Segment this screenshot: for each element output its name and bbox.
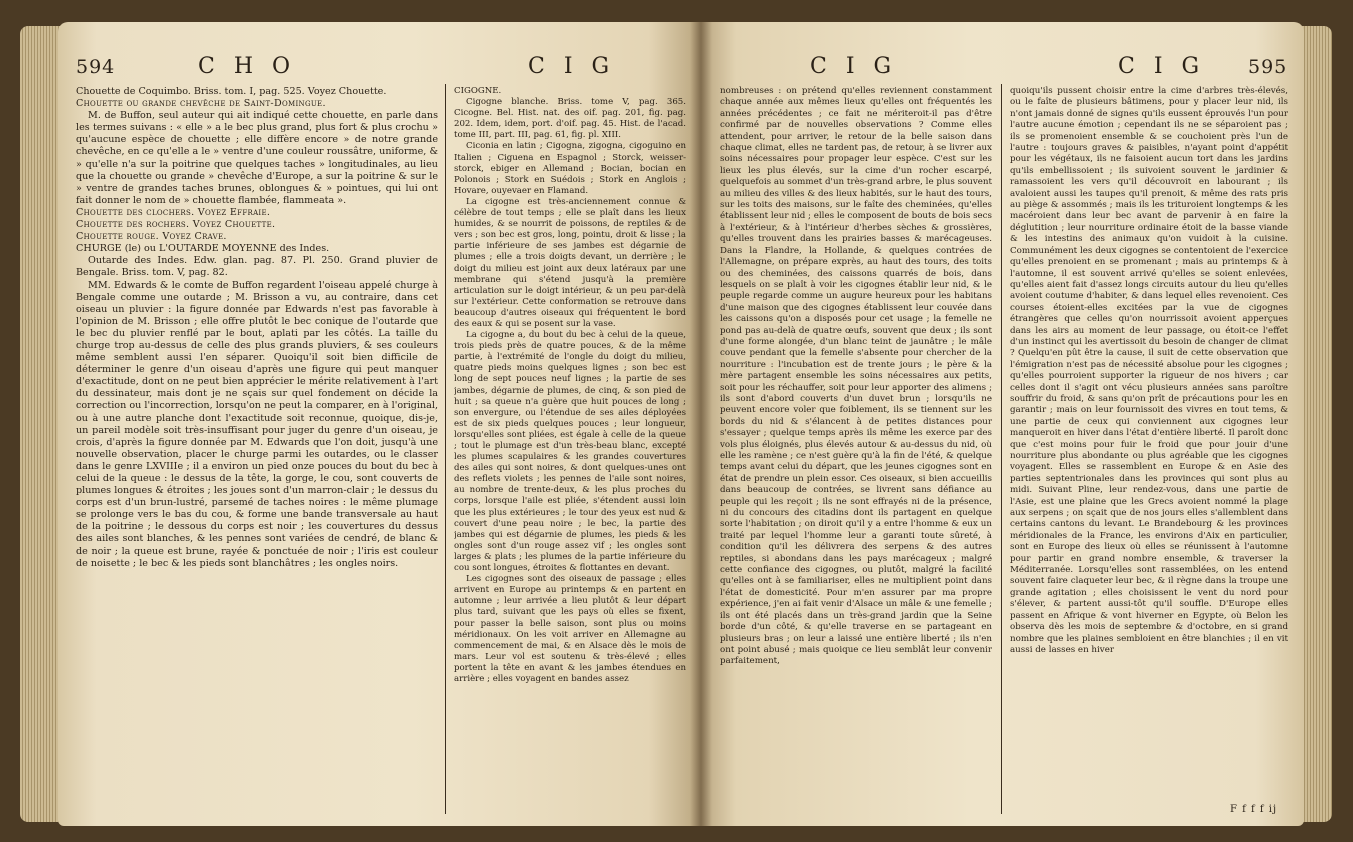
paragraph: nombreuses : on prétend qu'elles reviennent constamment chaque année aux mêmes lieux qu'elles ont fréquentés les années précédentes ; ce fait ne mériteroit-il pas d'être confirmé par de nouvelles observations ? Comme elles attendent, pour arriver, le retour de la belle saison dans chaque climat, elles ne tardent pas, de retour, à se livrer aux soins nécessaires pour propager leur espèce. C'est sur les lieux les plus élevés, sur la cime d'un rocher escarpé, quelquefois au sommet d'un très-grand arbre, le plus souvent au milieu des villes & des lieux habités, sur le haut des tours, sur les toits des maisons, sur le faîte des cheminées, qu'elles établissent leur nid ; elles le composent de bouts de bois secs à l'extérieur, & à l'intérieur d'herbes sèches & grossières, qu'elles trouvent dans les prairies basses & marécageuses. Dans la Flandre, la Hollande, & quelques contrées de l'Allemagne, on prépare exprès, au haut des tours, des toits ou des cheminées, des caissons quarrés de bois, dans lesquels on se plaît à voir les cigognes établir leur nid, & le peuple regarde comme un augure heureux pour les habitans d'une maison que des cigognes établissent leur couvée dans les caissons qu'on a disposés pour cet usage ; la femelle ne pond pas au-delà de quatre œufs, souvent que deux ; ils sont d'une forme alongée, d'un blanc teint de jaunâtre ; le mâle couve pendant que la femelle s'absente pour chercher de la nourriture : l'incubation est de trente jours ; le père & la mère partagent ensemble les soins nécessaires aux petits, soit pour les réchauffer, soit pour leur apporter des alimens ; ils sont d'abord couverts d'un duvet brun ; lorsqu'ils ne peuvent encore voler que foiblement, ils se tiennent sur les bords du nid & s'élancent à de petites distances pour s'essayer ; quelque temps après ils même les exerce par des vols plus éloignés, plus élevés autour & au-dessus du nid, où elle les ramène ; ce n'est guère qu'à la fin de l'été, & quelque temps avant celui du départ, que les jeunes cigognes sont en état de prendre un plein essor. Ces oiseaux, si bien accueillis dans beaucoup de contrées, se livrent sans défiance au peuple qui les reçoit ; ils ne sont effrayés ni de la présence, ni du concours des citadins dont ils partagent en quelque sorte l'habitation ; on diroit qu'il y a entre l'homme & eux un traité par lequel l'homme leur a garanti toute sûreté, à condition qu'il les délivrera des serpens & des autres reptiles, si abondans dans les pays marécageux ; malgré cette confiance des cigognes, ou plutôt, malgré la facilité qu'elles ont à se familiariser, elles ne multiplient point dans l'état de domesticité. Pour m'en assurer par ma propre expérience, j'en ai fait venir d'Alsace un mâle & une femelle ; ils ont été placés dans un très-grand jardin que la Seine borde d'un côté, & qu'elle traverse en se partageant en plusieurs bras ; on leur a laissé une entière liberté ; ils n'en ont point abusé ; mais quoique ce lieu semblât leur convenir parfaitement, [720, 86, 992, 667]
text-column [76, 86, 438, 816]
entry-heading: Chouette rouge. Voyez Crave. [76, 231, 227, 243]
page-number: 594 [76, 56, 116, 78]
text-column [454, 86, 686, 816]
synonyms: Outarde des Indes. Edw. glan. pag. 87. Pl. 250. Grand pluvier de Bengale. Briss. tom. V, pag. 82. [76, 255, 438, 279]
right-page-header [700, 54, 1304, 88]
paragraph: La cigogne est très-anciennement connue & célèbre de tout temps ; elle se plaît dans les lieux humides, & se nourrit de poissons, de reptiles & de vers ; son bec est gros, long, pointu, droit & lisse ; la partie inférieure de ses jambes est dégarnie de plumes ; elle a trois doigts devant, un derrière ; le doigt du milieu est joint aux deux latéraux par une membrane qui s'étend jusqu'à la première articulation sur le doigt intérieur, & un peu par-delà sur l'extérieur. Cette conformation se retrouve dans beaucoup d'autres oiseaux qui fréquentent le bord des eaux & qui se posent sur la vase. [454, 196, 686, 329]
text-column [720, 86, 992, 816]
text-column [1010, 86, 1288, 802]
book-gutter [690, 22, 712, 826]
column-rule [445, 84, 446, 814]
entry-heading: Chouette ou grande chevêche de Saint-Domingue. [76, 98, 326, 110]
paragraph: MM. Edwards & le comte de Buffon regardent l'oiseau appelé churge à Bengale comme une outarde ; M. Brisson a vu, au contraire, dans cet oiseau un pluvier : la figure donnée par Edwards n'est pas favorable à l'opinion de M. Brisson ; elle offre plutôt le bec conique de l'outarde que le bec du pluvier renflé par le bout, aplati par les côtés. La taille du churge trop au-dessus de celle des plus grands pluviers, & ses couleurs même semblent aussi l'en séparer. Quoiqu'il soit bien difficile de déterminer le genre d'un oiseau d'après une figure qui peut manquer d'exactitude, dont on ne peut bien apprécier le mérite relativement à l'art du dessinateur, mais dont je ne sçais sur quel fondement on décide la correction ou l'incorrection, lorsqu'on ne peut la comparer, en à l'original, ou à une autre planche dont l'exactitude soit reconnue, quoique, dis-je, un pareil modèle soit très-insuffisant pour juger du genre d'un oiseau, je crois, d'après la figure donnée par M. Edwards que l'on doit, jusqu'à une nouvelle observation, placer le churge parmi les outardes, ou le classer dans le genre LXVIIIe ; il a environ un pied onze pouces du bout du bec à celui de la queue : le dessus de la tête, la gorge, le cou, sont couverts de plumes longues & étroites ; les joues sont d'un marron-clair ; le dessus du corps est d'un brun-lustré, parsemé de taches noires : le même plumage se prolonge vers le bas du cou, & forme une bande transversale au haut de la poitrine ; le dessous du corps est noir ; les couvertures du dessus des ailes sont blanches, & les pennes sont variées de cendré, de blanc & de noir ; la queue est brune, rayée & ponctuée de noir ; l'iris est couleur de noisette ; le bec & les pieds sont blanchâtres ; les ongles noirs. [76, 279, 438, 569]
synonyms: Cigogne blanche. Briss. tome V, pag. 365. Cicogne. Bel. Hist. nat. des oif. pag. 201, fig. pag. 202. Idem, idem, port. d'oif. pag. 45. Hist. de l'acad. tome III, part. III, pag. 61, fig. pl. XIII. [454, 97, 686, 141]
page-number: 595 [1248, 56, 1288, 78]
left-page [58, 22, 700, 826]
running-head: C I G [810, 54, 898, 79]
paragraph: Les cigognes sont des oiseaux de passage ; elles arrivent en Europe au printemps & en partent en automne ; leur arrivée a lieu plutôt & leur départ plus tard, suivant que les pays où elles se fixent, pour passer la belle saison, sont plus ou moins méridionaux. On les voit arriver en Allemagne au commencement de mai, & en Alsace dès le mois de mars. Leur vol est soutenu & très-élevé ; elles portent la tête en avant & les jambes étendues en arrière ; elles voyagent en bandes assez [454, 574, 686, 684]
paragraph: La cigogne a, du bout du bec à celui de la queue, trois pieds près de quatre pouces, & de la même partie, à l'extrémité de l'ongle du doigt du milieu, quatre pieds moins quelques lignes ; son bec est long de sept pouces neuf lignes ; la partie de ses jambes, dégarnie de plumes, de cinq, & son pied de huit ; sa queue n'a guère que huit pouces de long ; son envergure, ou l'étendue de ses ailes déployées est de six pieds quelques pouces ; leur longueur, lorsqu'elles sont pliées, est égale à celle de la queue ; tout le plumage est d'un très-beau blanc, excepté les plumes scapulaires & les grandes couvertures des ailes qui sont noires, & dont quelques-unes ont des reflets violets ; les pennes de l'aile sont noires, au nombre de trente-deux, & les plus proches du corps, lorsque l'aile est pliée, s'étendent aussi loin que les plus extérieures ; le tour des yeux est nud & couvert d'une peau noire ; le bec, la partie des jambes qui est dégarnie de plumes, les pieds & les ongles sont d'un rouge assez vif ; les ongles sont larges & plats ; les plumes de la partie inférieure du cou sont longues, étroites & flottantes en devant. [454, 330, 686, 574]
entry-heading: Chouette de Coquimbo. Briss. tom. I, pag. 525. Voyez Chouette. [76, 86, 387, 97]
left-page-header [58, 54, 700, 88]
right-page [700, 22, 1304, 826]
synonyms: Ciconia en latin ; Cigogna, zigogna, cigoguino en Italien ; Ciguena en Espagnol ; Storck, weisser-storck, ebiger en Allemand ; Bocian, bocian en Polonois ; Stork en Suédois ; Stork en Anglois ; Hovare, ouyevaer en Flamand. [454, 141, 686, 196]
paragraph: quoiqu'ils pussent choisir entre la cime d'arbres très-élevés, ou le faîte de plusieurs bâtimens, pour y placer leur nid, ils n'ont jamais donné de signes qu'ils eussent éprouvés l'un pour l'autre aucune émotion ; cependant ils ne se séparoient pas ; ils se promenoient ensemble & se couchoient près l'un de l'autre : toujours graves & paisibles, n'ayant point d'appétit pour les végétaux, ils ne faisoient aucun tort dans les jardins qu'ils embellissoient ; ils suivoient souvent le jardinier & ramassoient les vers qu'il découvroit en labourant ; ils avaloient aussi les taupes qu'il prenoit, & même des rats pris au piège & assommés ; mais ils les trituroient longtemps & les macéroient dans leur bec avant de parvenir à en faire la déglutition ; leur nourriture ordinaire étoit de la basse viande & les intestins des animaux qu'on vuidoit à la cuisine. Communément les deux cigognes se contentoient de l'exercice qu'elles prenoient en se promenant ; mais au printemps & à l'automne, il est souvent arrivé qu'elles se soient enlevées, qu'elles aient fait d'assez longs circuits autour du lieu qu'elles avoient coutume d'habiter, & dans lequel elles revenoient. Ces courses étoient-elles excitées par la vue de cigognes étrangères que celles qu'on nourrissoit avoient apperçues dans les airs au moment de leur passage, ou étoit-ce l'effet d'un instinct qui les avertissoit du besoin de changer de climat ? Quelqu'en pût être la cause, il suit de cette observation que l'émigration n'est pas de nécessité absolue pour les cigognes ; qu'elles pourroient supporter la rigueur de nos hivers ; car celles dont il s'agit ont vécu plusieurs années sans paroître souffrir du froid, & sans qu'on prît de précautions pour les en garantir ; mais on leur fournissoit des vivres en tout tems, & une partie de ceux qui conviennent aux cigognes leur manqueroit en hiver dans l'état d'entière liberté. Il paroît donc que c'est moins pour fuir le froid que pour jouir d'une nourriture plus abondante ou plus agréable que les cigognes voyagent. Elles se rassemblent en Europe & en Asie des parties septentrionales dans les provinces qui sont plus au midi. Suivant Pline, leur rendez-vous, dans une partie de l'Asie, est une plaine que les Grecs avoient nommé la plage aux serpens ; on sçait que de nos jours elles s'allemblent dans certains cantons du levant. Le Brandebourg & les provinces méridionales de la France, les environs d'Aix en particulier, sont en Europe des lieux où elles se réunissent à l'automne pour partir en grand nombre ensemble, & traverser la Méditerranée. Lorsqu'elles sont rassemblées, on les entend souvent faire claqueter leur bec, & il règne dans la troupe une grande agitation ; elles choisissent le vent du nord pour s'élever, & partent aussi-tôt qu'il souffle. D'Europe elles passent en Afrique & vont hiverner en Egypte, où Belon les observa dès les mois de septembre & d'octobre, en si grand nombre que les plaines sembloient en être blanchies ; il en vit aussi de lasses en hiver [1010, 86, 1288, 655]
entry-heading: CIGOGNE. [454, 86, 502, 96]
running-head: C I G [528, 54, 616, 79]
paragraph: M. de Buffon, seul auteur qui ait indiqué cette chouette, en parle dans les termes suivans : « elle » a le bec plus grand, plus fort & plus crochu » qu'aucune espèce de chouette ; elle diffère encore » de notre grande chevêche, en ce qu'elle a le » ventre d'une couleur roussâtre, uniforme, & » qu'elle n'a sur la poitrine que quelques taches » longitudinales, au lieu que la chouette ou grande » chevêche d'Europe, a sur la poitrine & sur le » ventre de grandes taches brunes, oblongues & » pointues, qui lui ont fait donner le nom de » chouette flambée, flammeata ». [76, 110, 438, 206]
printer-signature: F f f f ij [1230, 804, 1278, 815]
entry-heading: Chouette des rochers. Voyez Chouette. [76, 219, 276, 231]
entry-heading: CHURGE (le) ou L'OUTARDE MOYENNE des Indes. [76, 243, 330, 255]
running-head: C I G [1118, 54, 1206, 79]
entry-heading: Chouette des clochers. Voyez Effraie. [76, 206, 271, 218]
column-rule [1001, 84, 1002, 814]
running-head: C H O [198, 54, 297, 79]
